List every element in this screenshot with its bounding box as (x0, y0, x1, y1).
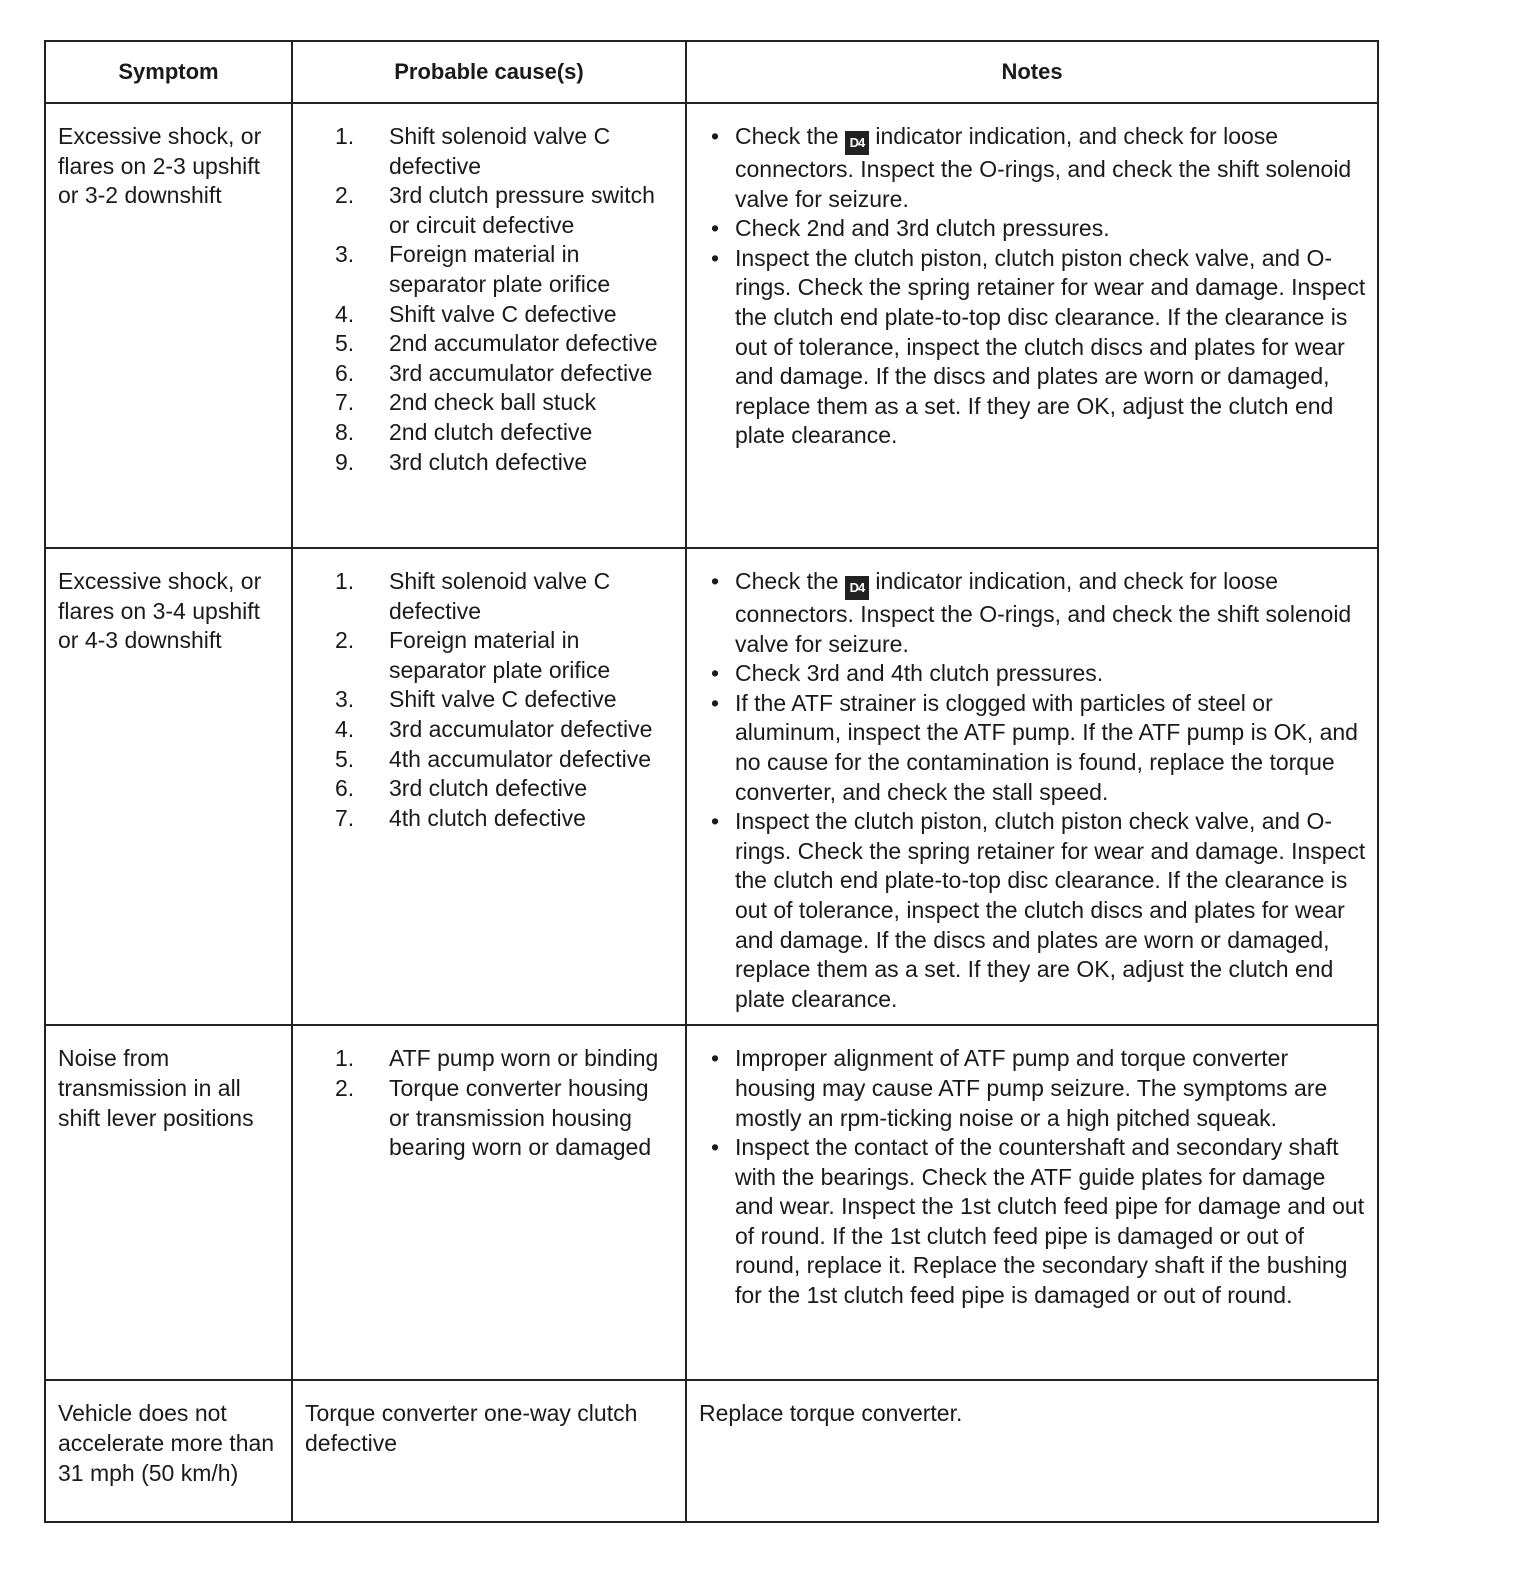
bullet-icon: • (711, 1134, 720, 1161)
note-item: • Inspect the contact of the countershaft and secondary shaft with the bearings. Check the ATF guide plates for damage and wear. Inspect the 1st clutch feed pipe for damage and out of round. If the 1st clutch feed pipe is damaged or out of round, replace it. Replace the secondary shaft if the bushing for the 1st clutch feed pipe is damaged or out of round. (711, 1133, 1367, 1311)
table-row (45, 103, 1378, 548)
cause-item: 2. 3rd clutch pressure switch or circuit defective (335, 182, 655, 238)
bullet-icon: • (711, 660, 720, 687)
cause-item: 2. Foreign material in separator plate orifice (335, 627, 611, 683)
bullet-icon: • (711, 244, 720, 271)
cause-item: 3. Foreign material in separator plate orifice (335, 241, 611, 297)
cause-item: 1. ATF pump worn or binding (335, 1045, 659, 1072)
cause-list (305, 122, 675, 477)
note-list (699, 1044, 1367, 1310)
symptom-cell: Vehicle does not accelerate more than 31 mph (50 km/h) (45, 1380, 292, 1522)
d4-indicator-icon: D4 (845, 576, 869, 600)
cause-item: 4. 3rd accumulator defective (335, 715, 653, 742)
bullet-icon: • (711, 215, 720, 242)
header-row (45, 41, 1378, 103)
cause-item: 5. 2nd accumulator defective (335, 330, 658, 357)
symptom-cell: Excessive shock, or flares on 3-4 upshift or 4-3 downshift (45, 548, 292, 1025)
note-item: • If the ATF strainer is clogged with particles of steel or aluminum, inspect the ATF pump. If the ATF pump is OK, and no cause for the contamination is found, replace the torque converter, and check the stall speed. (711, 689, 1367, 807)
d4-indicator-icon: D4 (845, 131, 869, 155)
cause-item: 3. Shift valve C defective (335, 686, 617, 713)
causes-cell (292, 103, 686, 548)
table-row (45, 548, 1378, 1025)
table-row (45, 1380, 1378, 1522)
symptom-cell: Excessive shock, or flares on 2-3 upshift or 3-2 downshift (45, 103, 292, 548)
cause-item: 6. 3rd clutch defective (335, 775, 588, 802)
cause-item: 1. Shift solenoid valve C defective (335, 123, 611, 179)
note-item: • Check 3rd and 4th clutch pressures. (711, 659, 1367, 689)
note-list (699, 122, 1367, 451)
causes-cell (292, 548, 686, 1025)
cause-item: 6. 3rd accumulator defective (335, 359, 653, 386)
causes-cell (292, 1025, 686, 1380)
note-item: • Check the D4 indicator indication, and check for loose connectors. Inspect the O-rings, and check the shift solenoid valve for seizure. (711, 122, 1367, 214)
bullet-icon: • (711, 808, 720, 835)
note-item: • Check 2nd and 3rd clutch pressures. (711, 214, 1367, 244)
cause-item: 4. Shift valve C defective (335, 300, 617, 327)
cause-item: 1. Shift solenoid valve C defective (335, 568, 611, 624)
cause-item: 5. 4th accumulator defective (335, 745, 652, 772)
symptom-cell: Noise from transmission in all shift lever positions (45, 1025, 292, 1380)
causes-cell: Torque converter one-way clutch defective (292, 1380, 686, 1522)
note-item: • Inspect the clutch piston, clutch piston check valve, and O-rings. Check the spring retainer for wear and damage. Inspect the clutch end plate-to-top disc clearance. If the clearance is out of tolerance, inspect the clutch discs and plates for wear and damage. If the discs and plates are worn or damaged, replace them as a set. If they are OK, adjust the clutch end plate clearance. (711, 244, 1367, 451)
cause-item: 9. 3rd clutch defective (335, 448, 588, 475)
table-row (45, 1025, 1378, 1380)
note-list (699, 567, 1367, 1014)
notes-cell (686, 1025, 1378, 1380)
note-item: • Improper alignment of ATF pump and torque converter housing may cause ATF pump seizure. The symptoms are mostly an rpm-ticking noise or a high pitched squeak. (711, 1044, 1367, 1133)
notes-cell: Replace torque converter. (686, 1380, 1378, 1522)
note-item: • Inspect the clutch piston, clutch piston check valve, and O-rings. Check the spring retainer for wear and damage. Inspect the clutch end plate-to-top disc clearance. If the clearance is out of tolerance, inspect the clutch discs and plates for wear and damage. If the discs and plates are worn or damaged, replace them as a set. If they are OK, adjust the clutch end plate clearance. (711, 807, 1367, 1014)
notes-cell (686, 103, 1378, 548)
header-symptom: Symptom (45, 41, 292, 103)
bullet-icon: • (711, 1045, 720, 1072)
cause-item: 8. 2nd clutch defective (335, 418, 593, 445)
cause-item: 7. 2nd check ball stuck (335, 389, 597, 416)
troubleshooting-table (44, 40, 1379, 1523)
header-notes: Notes (686, 41, 1378, 103)
notes-cell (686, 548, 1378, 1025)
bullet-icon: • (711, 689, 720, 716)
cause-list (305, 1044, 675, 1162)
cause-item: 7. 4th clutch defective (335, 804, 586, 831)
cause-item: 2. Torque converter housing or transmission housing bearing worn or damaged (335, 1074, 652, 1161)
header-causes: Probable cause(s) (292, 41, 686, 103)
note-item: • Check the D4 indicator indication, and check for loose connectors. Inspect the O-rings, and check the shift solenoid valve for seizure. (711, 567, 1367, 659)
bullet-icon: • (711, 568, 720, 594)
cause-list (305, 567, 675, 833)
bullet-icon: • (711, 123, 720, 149)
